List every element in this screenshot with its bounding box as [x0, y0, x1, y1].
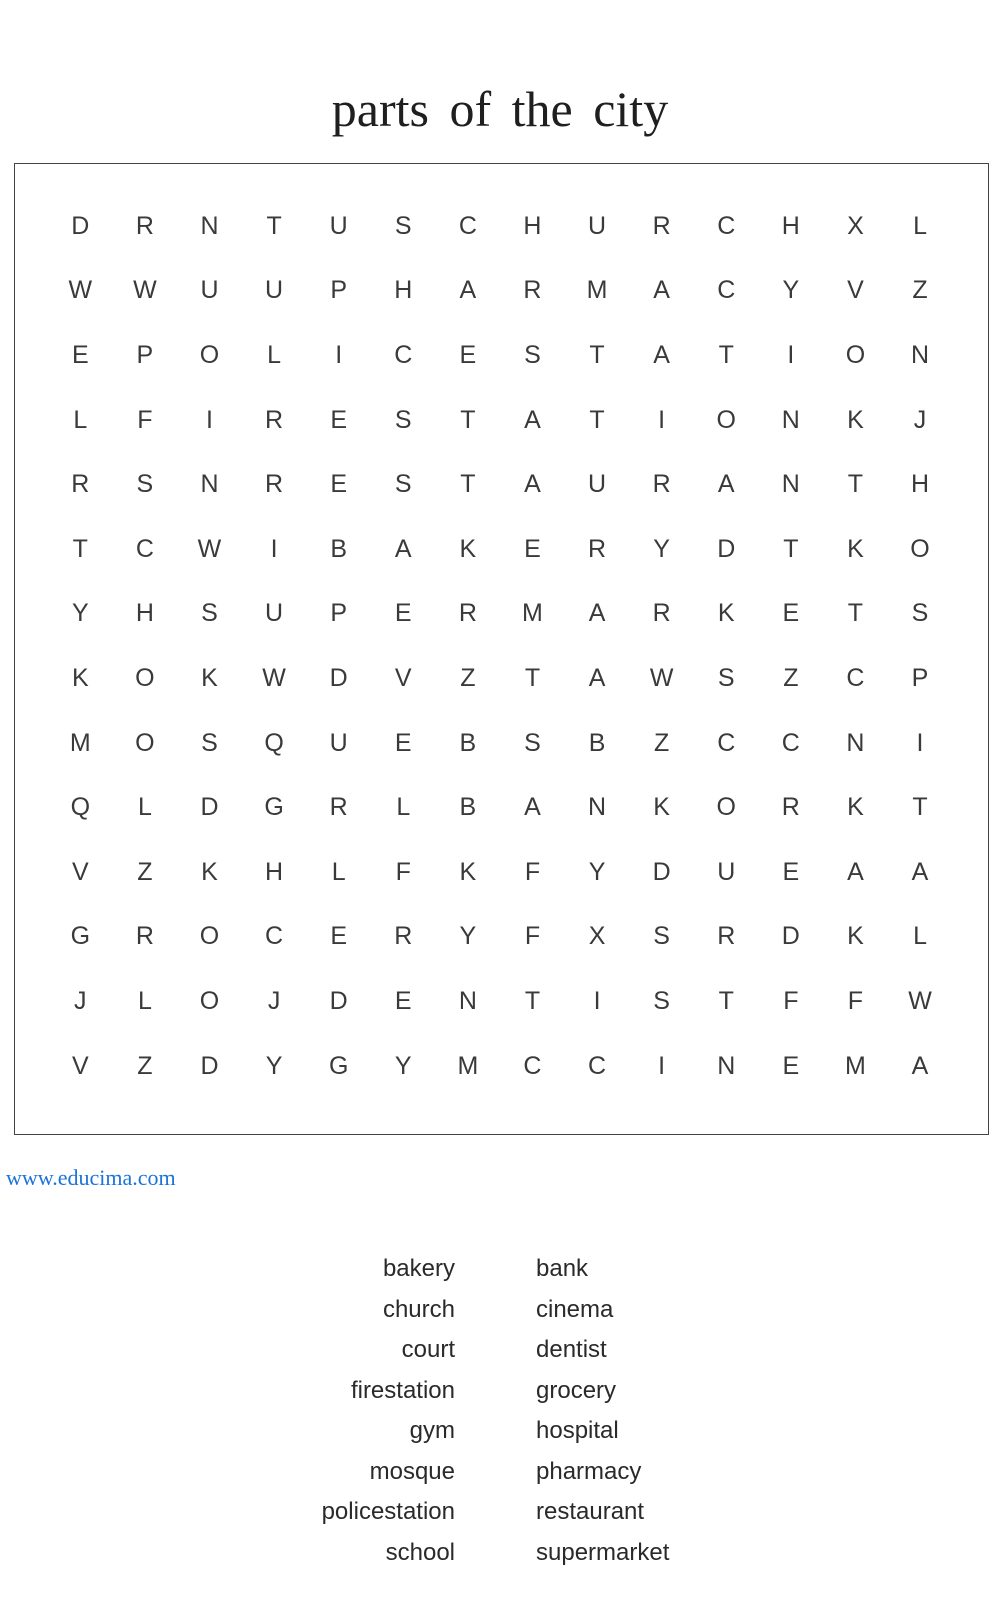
grid-letter[interactable]: C — [781, 728, 800, 757]
grid-letter[interactable]: D — [329, 663, 348, 692]
grid-letter[interactable]: N — [588, 793, 607, 822]
grid-letter[interactable]: R — [265, 470, 284, 499]
grid-letter[interactable]: D — [329, 986, 348, 1015]
grid-letter[interactable]: K — [201, 857, 218, 886]
grid-letter[interactable]: Z — [783, 663, 799, 692]
grid-letter[interactable]: O — [135, 728, 155, 757]
grid-letter[interactable]: U — [265, 276, 284, 305]
grid-letter[interactable]: N — [458, 986, 477, 1015]
grid-letter[interactable]: T — [524, 986, 541, 1015]
grid-letter[interactable]: T — [266, 211, 282, 240]
grid-letter[interactable]: T — [912, 793, 928, 822]
grid-letter[interactable]: L — [913, 922, 927, 951]
word-list-item: pharmacy — [536, 1457, 642, 1485]
grid-letter[interactable]: R — [523, 276, 542, 305]
grid-letter[interactable]: H — [265, 857, 284, 886]
grid-letter[interactable]: K — [71, 663, 89, 692]
grid-letter[interactable]: E — [782, 1051, 800, 1080]
grid-letter[interactable]: T — [524, 663, 541, 692]
grid-letter[interactable]: W — [262, 663, 286, 692]
grid-letter[interactable]: K — [459, 534, 477, 563]
grid-letter[interactable]: O — [199, 340, 220, 369]
grid-letter[interactable]: T — [72, 534, 88, 563]
grid-letter[interactable]: Z — [137, 1051, 153, 1080]
grid-letter[interactable]: P — [330, 599, 348, 628]
grid-letter[interactable]: A — [459, 276, 477, 305]
grid-letter[interactable]: U — [588, 470, 607, 499]
grid-letter[interactable]: T — [718, 986, 734, 1015]
grid-letter[interactable]: L — [137, 986, 152, 1015]
source-link[interactable]: www.educima.com — [6, 1165, 176, 1190]
grid-letter[interactable]: I — [335, 340, 343, 369]
grid-letter[interactable]: T — [783, 534, 799, 563]
grid-letter[interactable]: U — [717, 857, 736, 886]
grid-letter[interactable]: Y — [265, 1051, 283, 1080]
grid-letter[interactable]: N — [717, 1051, 736, 1080]
grid-letter[interactable]: B — [459, 793, 477, 822]
word-list-item: bank — [536, 1255, 589, 1282]
grid-letter[interactable]: C — [523, 1051, 542, 1080]
grid-letter[interactable]: O — [135, 663, 155, 692]
grid-letter[interactable]: A — [847, 857, 864, 886]
grid-letter[interactable]: R — [717, 922, 736, 951]
word-list-item: hospital — [536, 1417, 619, 1444]
word-list-item: court — [401, 1336, 455, 1363]
grid-letter[interactable]: A — [588, 663, 606, 692]
grid-letter[interactable]: D — [200, 793, 219, 822]
grid-letter[interactable]: Y — [782, 276, 800, 305]
grid-letter[interactable]: E — [394, 599, 412, 628]
word-list-item: bakery — [382, 1255, 455, 1282]
word-list-item: dentist — [536, 1336, 607, 1363]
grid-letter[interactable]: A — [653, 276, 670, 305]
grid-letter[interactable]: I — [916, 728, 924, 757]
grid-letter[interactable]: S — [201, 728, 218, 757]
word-list-item: school — [385, 1538, 455, 1566]
grid-letter[interactable]: S — [911, 599, 929, 628]
grid-letter[interactable]: A — [911, 857, 929, 886]
grid-letter[interactable]: T — [460, 405, 476, 434]
grid-letter[interactable]: H — [781, 211, 800, 240]
grid-letter[interactable]: R — [71, 470, 90, 499]
grid-letter[interactable]: C — [846, 663, 865, 692]
grid-letter[interactable]: N — [846, 728, 865, 757]
grid-letter[interactable]: F — [395, 857, 411, 886]
grid-letter[interactable]: K — [717, 599, 735, 628]
grid-letter[interactable]: W — [133, 276, 157, 305]
grid-letter[interactable]: F — [524, 922, 541, 951]
grid-letter[interactable]: N — [781, 405, 800, 434]
grid-letter[interactable]: V — [71, 1051, 89, 1080]
grid-letter[interactable]: A — [524, 470, 541, 499]
grid-letter[interactable]: A — [911, 1051, 929, 1080]
grid-letter[interactable]: P — [330, 276, 348, 305]
grid-letter[interactable]: A — [653, 340, 670, 369]
grid-letter[interactable]: R — [652, 470, 671, 499]
grid-letter[interactable]: C — [717, 211, 736, 240]
grid-letter[interactable]: L — [396, 793, 411, 822]
grid-letter[interactable]: C — [265, 922, 284, 951]
grid-letter[interactable]: E — [71, 340, 89, 369]
grid-letter[interactable]: R — [652, 211, 671, 240]
grid-letter[interactable]: N — [200, 470, 219, 499]
grid-letter[interactable]: K — [847, 922, 864, 951]
word-list-item: restaurant — [536, 1498, 645, 1525]
grid-letter[interactable]: F — [847, 986, 864, 1015]
grid-letter[interactable]: E — [330, 405, 348, 434]
word-list-item: firestation — [350, 1376, 455, 1404]
grid-letter[interactable]: R — [329, 793, 348, 822]
grid-letter[interactable]: H — [523, 211, 542, 240]
grid-letter[interactable]: E — [330, 922, 348, 951]
grid-letter[interactable]: K — [653, 793, 670, 822]
grid-letter[interactable]: L — [331, 857, 346, 886]
grid-letter[interactable]: S — [394, 405, 412, 434]
grid-letter[interactable]: E — [524, 534, 541, 563]
grid-letter[interactable]: S — [524, 728, 541, 757]
grid-letter[interactable]: S — [136, 470, 154, 499]
grid-letter[interactable]: A — [588, 599, 606, 628]
grid-letter[interactable]: E — [459, 340, 477, 369]
grid-letter[interactable]: Z — [912, 276, 928, 305]
grid-letter[interactable]: S — [394, 211, 412, 240]
grid-letter[interactable]: R — [652, 599, 671, 628]
grid-letter[interactable]: R — [394, 922, 413, 951]
grid-letter[interactable]: J — [74, 986, 87, 1015]
page-title: parts of the city — [331, 81, 669, 137]
grid-letter[interactable]: A — [717, 470, 735, 499]
word-list-item: gym — [409, 1417, 455, 1444]
grid-letter[interactable]: U — [265, 599, 284, 628]
grid-letter[interactable]: M — [522, 599, 543, 628]
grid-letter[interactable]: U — [329, 728, 348, 757]
grid-letter[interactable]: R — [458, 599, 477, 628]
grid-letter[interactable]: Y — [71, 599, 89, 628]
grid-letter[interactable]: Q — [70, 793, 91, 822]
grid-letter[interactable]: E — [782, 599, 800, 628]
grid-letter[interactable]: D — [652, 857, 671, 886]
grid-letter[interactable]: O — [910, 534, 930, 563]
grid-letter[interactable]: R — [588, 534, 607, 563]
grid-letter[interactable]: S — [201, 599, 218, 628]
grid-letter[interactable]: N — [200, 211, 219, 240]
grid-letter[interactable]: T — [847, 470, 864, 499]
grid-letter[interactable]: Y — [588, 857, 606, 886]
grid-letter[interactable]: A — [524, 405, 541, 434]
grid-letter[interactable]: Z — [654, 728, 670, 757]
grid-letter[interactable]: S — [717, 663, 735, 692]
grid-letter[interactable]: M — [586, 276, 608, 305]
grid-letter[interactable]: X — [847, 211, 864, 240]
grid-letter[interactable]: M — [69, 728, 91, 757]
grid-letter[interactable]: O — [199, 986, 220, 1015]
word-list-item: church — [382, 1295, 455, 1323]
grid-letter[interactable]: C — [588, 1051, 607, 1080]
grid-letter[interactable]: C — [135, 534, 154, 563]
grid-letter[interactable]: M — [457, 1051, 479, 1080]
grid-letter[interactable]: K — [847, 534, 864, 563]
grid-letter[interactable]: F — [524, 857, 541, 886]
grid-letter[interactable]: G — [264, 793, 284, 822]
word-list-item: mosque — [369, 1457, 455, 1485]
grid-letter[interactable]: M — [845, 1051, 866, 1080]
grid-letter[interactable]: E — [330, 470, 348, 499]
grid-letter[interactable]: I — [787, 340, 795, 369]
grid-letter[interactable]: E — [394, 986, 412, 1015]
grid-letter[interactable]: Y — [394, 1051, 412, 1080]
grid-letter[interactable]: D — [200, 1051, 219, 1080]
grid-letter[interactable]: I — [658, 405, 666, 434]
grid-letter[interactable]: R — [265, 405, 284, 434]
grid-letter[interactable]: H — [910, 470, 930, 499]
grid-letter[interactable]: C — [717, 728, 736, 757]
grid-letter[interactable]: T — [589, 405, 605, 434]
word-list-right-column — [536, 1249, 669, 1573]
grid-letter[interactable]: A — [524, 793, 541, 822]
grid-letter[interactable]: L — [267, 340, 282, 369]
grid-letter[interactable]: O — [199, 922, 220, 951]
grid-letter[interactable]: S — [394, 470, 412, 499]
grid-letter[interactable]: K — [459, 857, 477, 886]
grid-letter[interactable]: U — [329, 211, 348, 240]
grid-letter[interactable]: C — [717, 276, 736, 305]
word-list-item: policestation — [321, 1498, 455, 1525]
grid-letter[interactable]: R — [135, 211, 154, 240]
grid-letter[interactable]: E — [394, 728, 412, 757]
grid-letter[interactable]: C — [458, 211, 477, 240]
grid-letter[interactable]: S — [524, 340, 541, 369]
grid-letter[interactable]: Y — [459, 922, 477, 951]
grid-letter[interactable]: G — [70, 922, 91, 951]
grid-letter[interactable]: I — [206, 405, 213, 434]
grid-letter[interactable]: W — [649, 663, 674, 692]
grid-letter[interactable]: L — [913, 211, 927, 240]
grid-letter[interactable]: Z — [137, 857, 153, 886]
grid-letter[interactable]: D — [717, 534, 736, 563]
grid-letter[interactable]: Y — [653, 534, 670, 563]
grid-letter[interactable]: T — [460, 470, 476, 499]
grid-letter[interactable]: D — [71, 211, 90, 240]
grid-letter[interactable]: O — [716, 793, 736, 822]
grid-letter[interactable]: I — [593, 986, 601, 1015]
grid-letter[interactable]: T — [589, 340, 605, 369]
grid-letter[interactable]: B — [330, 534, 348, 563]
grid-letter[interactable]: I — [658, 1051, 666, 1080]
grid-letter[interactable]: V — [394, 663, 412, 692]
grid-letter[interactable]: L — [137, 793, 152, 822]
grid-letter[interactable]: J — [267, 986, 281, 1015]
grid-letter[interactable]: K — [847, 793, 864, 822]
grid-letter[interactable]: N — [910, 340, 930, 369]
word-list-item: supermarket — [536, 1538, 670, 1566]
word-search-grid — [48, 194, 952, 1098]
grid-letter[interactable]: I — [270, 534, 278, 563]
grid-letter[interactable]: H — [135, 599, 154, 628]
grid-letter[interactable]: T — [847, 599, 864, 628]
grid-letter[interactable]: A — [394, 534, 412, 563]
grid-letter[interactable]: T — [718, 340, 734, 369]
grid-letter[interactable]: F — [137, 405, 153, 434]
grid-letter[interactable]: K — [847, 405, 864, 434]
grid-letter[interactable]: U — [588, 211, 607, 240]
grid-letter[interactable]: G — [328, 1051, 349, 1080]
grid-letter[interactable]: S — [653, 986, 670, 1015]
grid-letter[interactable]: P — [136, 340, 154, 369]
grid-letter[interactable]: V — [71, 857, 89, 886]
word-list-left-column — [322, 1249, 455, 1573]
grid-letter[interactable]: K — [201, 663, 218, 692]
grid-letter[interactable]: V — [847, 276, 864, 305]
grid-letter[interactable]: J — [913, 405, 927, 434]
grid-letter[interactable]: D — [781, 922, 800, 951]
grid-letter[interactable]: Z — [460, 663, 476, 692]
grid-letter[interactable]: B — [459, 728, 477, 757]
grid-letter[interactable]: C — [394, 340, 413, 369]
grid-letter[interactable]: X — [588, 922, 606, 951]
grid-letter[interactable]: B — [588, 728, 606, 757]
grid-letter[interactable]: P — [911, 663, 929, 692]
word-list-item: cinema — [536, 1295, 614, 1323]
grid-letter[interactable]: W — [908, 986, 932, 1015]
grid-letter[interactable]: L — [73, 405, 88, 434]
grid-letter[interactable]: W — [197, 534, 222, 563]
grid-letter[interactable]: R — [781, 793, 800, 822]
grid-letter[interactable]: W — [68, 276, 93, 305]
grid-letter[interactable]: Q — [264, 728, 284, 757]
grid-letter[interactable]: E — [782, 857, 800, 886]
grid-letter[interactable]: U — [200, 276, 219, 305]
grid-letter[interactable]: F — [783, 986, 799, 1015]
grid-letter[interactable]: O — [845, 340, 866, 369]
word-list-item: grocery — [536, 1376, 617, 1404]
grid-letter[interactable]: S — [653, 922, 670, 951]
grid-letter[interactable]: O — [716, 405, 736, 434]
grid-letter[interactable]: N — [781, 470, 800, 499]
grid-letter[interactable]: R — [135, 922, 154, 951]
grid-letter[interactable]: H — [394, 276, 413, 305]
